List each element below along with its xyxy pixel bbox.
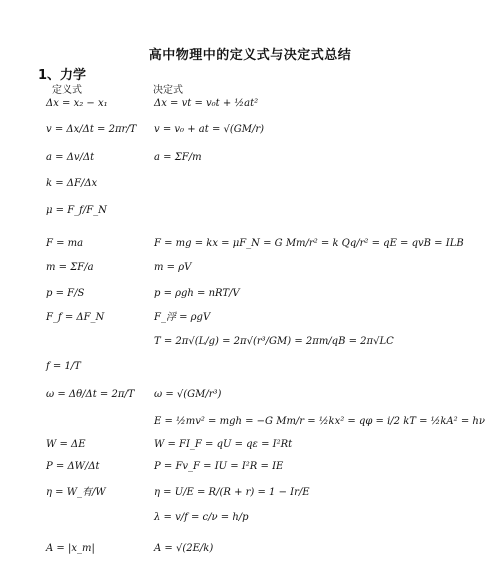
definition-formula: μ = F_f/F_N [46,205,107,216]
definition-formula: m = ΣF/a [46,262,94,273]
determination-formula: W = FI_F = qU = qε = I²Rt [154,439,293,450]
determination-formula: Δx = vt = v₀t + ½at² [154,98,259,109]
definition-formula: f = 1/T [46,361,81,372]
definition-formula: A = |x_m| [46,543,95,554]
determination-formula: η = U/E = R/(R + r) = 1 − Ir/E [154,487,310,498]
determination-formula: F_浮 = ρgV [154,312,211,323]
section-heading: 1、力学 [38,68,87,83]
definition-formula: k = ΔF/Δx [46,178,98,189]
definition-formula: W = ΔE [46,439,86,450]
document-title: 高中物理中的定义式与决定式总结 [148,48,352,63]
definition-formula: v = Δx/Δt = 2πr/T [46,124,137,135]
definition-formula: F = ma [46,238,84,249]
definition-formula: a = Δv/Δt [46,152,95,163]
column-header-determination: 决定式 [153,85,183,96]
definition-formula: P = ΔW/Δt [46,461,100,472]
determination-formula: P = Fv_F = IU = I²R = IE [154,461,284,472]
column-header-definition: 定义式 [52,85,82,96]
determination-formula: p = ρgh = nRT/V [154,288,240,299]
definition-formula: F_f = ΔF_N [46,312,105,323]
determination-formula: A = √(2E/k) [154,543,214,554]
determination-formula: λ = v/f = c/ν = h/p [154,512,249,523]
determination-formula: ω = √(GM/r³) [154,389,222,400]
determination-formula: F = mg = kx = μF_N = G Mm/r² = k Qq/r² = qE = qvB = ILB [154,238,464,249]
determination-formula: E = ½mv² = mgh = −G Mm/r = ½kx² = qφ = i/2 kT = ½kA² = hν [154,416,485,427]
determination-formula: v = v₀ + at = √(GM/r) [154,124,265,135]
determination-formula: a = ΣF/m [154,152,202,163]
definition-formula: p = F/S [46,288,85,299]
determination-formula: m = ρV [154,262,192,273]
definition-formula: ω = Δθ/Δt = 2π/T [46,389,135,400]
definition-formula: η = W_有/W [46,487,106,498]
determination-formula: T = 2π√(L/g) = 2π√(r³/GM) = 2πm/qB = 2π√LC [154,336,394,347]
definition-formula: Δx = x₂ − x₁ [46,98,108,109]
